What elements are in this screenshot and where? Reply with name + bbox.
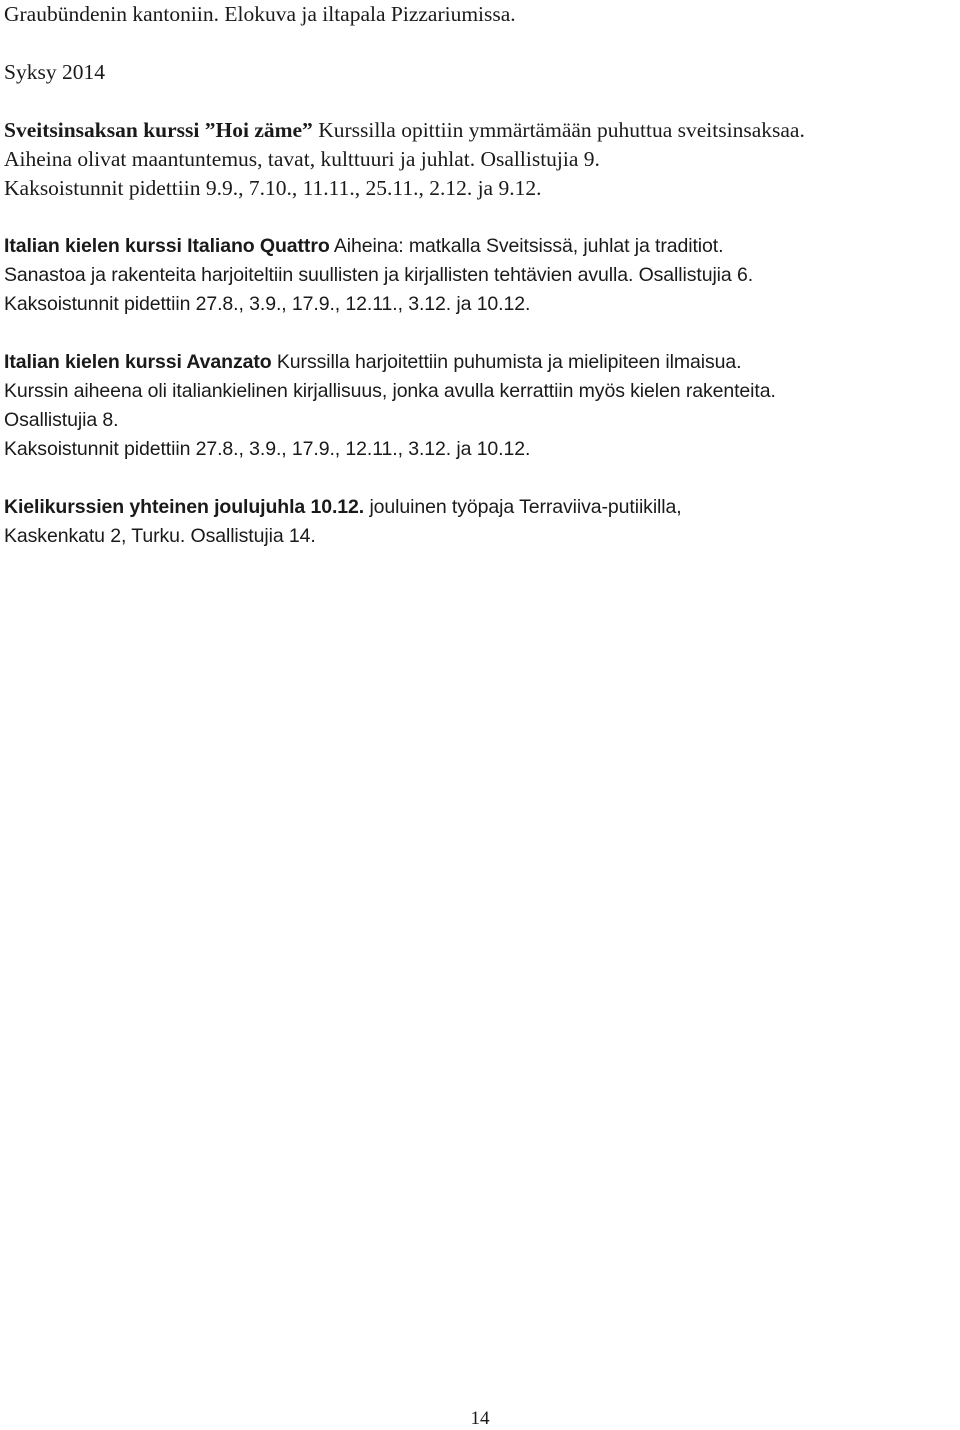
course-title: Italian kielen kurssi Avanzato <box>4 351 272 373</box>
christmas-party <box>4 493 956 551</box>
course-swiss-german <box>4 116 956 203</box>
course-title: Sveitsinsaksan kurssi ”Hoi zäme” <box>4 118 313 142</box>
course-text: Aiheina olivat maantuntemus, tavat, kulttuuri ja juhlat. Osallistujia 9. <box>4 147 600 171</box>
event-text: jouluinen työpaja Terraviiva-putiikilla, <box>364 496 682 518</box>
course-text: Aiheina: matkalla Sveitsissä, juhlat ja traditiot. <box>329 235 724 257</box>
course-dates: Kaksoistunnit pidettiin 9.9., 7.10., 11.11., 25.11., 2.12. ja 9.12. <box>4 176 542 200</box>
course-title: Italian kielen kurssi Italiano Quattro <box>4 235 330 257</box>
course-text: Sanastoa ja rakenteita harjoiteltiin suullisten ja kirjallisten tehtävien avulla. Osallistujia 6. <box>4 264 754 286</box>
course-dates: Kaksoistunnit pidettiin 27.8., 3.9., 17.9., 12.11., 3.12. ja 10.12. <box>4 438 531 460</box>
page-number: 14 <box>470 1408 490 1429</box>
season-heading: Syksy 2014 <box>4 60 105 84</box>
event-title: Kielikurssien yhteinen joulujuhla 10.12. <box>4 496 365 518</box>
course-italiano-quattro <box>4 232 956 319</box>
course-text: Kurssilla opittiin ymmärtämään puhuttua sveitsinsaksaa. <box>312 118 805 142</box>
course-avanzato <box>4 348 956 464</box>
course-dates: Kaksoistunnit pidettiin 27.8., 3.9., 17.9., 12.11., 3.12. ja 10.12. <box>4 293 531 315</box>
event-text: Kaskenkatu 2, Turku. Osallistujia 14. <box>4 525 316 547</box>
intro-line: Graubündenin kantoniin. Elokuva ja iltapala Pizzariumissa. <box>4 2 516 26</box>
document-page <box>4 0 956 551</box>
course-participants: Osallistujia 8. <box>4 409 119 431</box>
course-text: Kurssilla harjoitettiin puhumista ja mielipiteen ilmaisua. <box>271 351 742 373</box>
course-text: Kurssin aiheena oli italiankielinen kirjallisuus, jonka avulla kerrattiin myös kielen rakenteita. <box>4 380 776 402</box>
